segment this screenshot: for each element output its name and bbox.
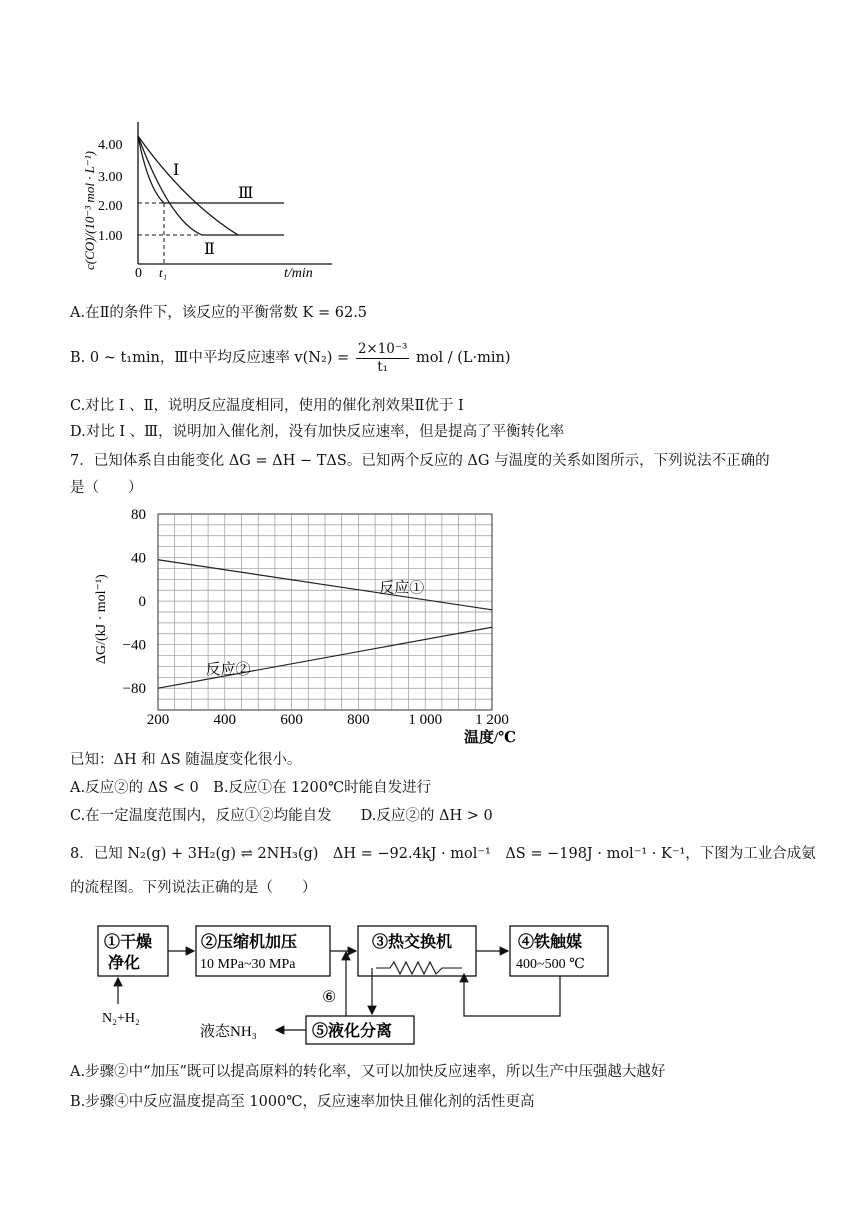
fraction [356, 341, 410, 376]
x-axis-label: t/min [284, 266, 313, 281]
box-compressor-line2: 10 MPa~30 MPa [200, 957, 296, 972]
concentration-graph [70, 112, 350, 286]
q7-note: 已知：ΔH 和 ΔS 随温度变化很小。 [70, 752, 302, 768]
origin-label: 0 [135, 266, 142, 281]
ytick-4: 4.00 [98, 138, 123, 153]
q8-option-b: B.步骤④中反应温度提高至 1000℃，反应速率加快且催化剂的活性更高 [70, 1094, 535, 1110]
y-tick-label: −80 [122, 681, 146, 698]
q7-stem-1: 7．已知体系自由能变化 ΔG = ΔH − TΔS。已知两个反应的 ΔG 与温度的关系如图所示，下列说法不正确的 [70, 453, 770, 469]
ytick-1: 1.00 [98, 229, 123, 244]
q6-option-b-post: mol / (L·min) [416, 350, 511, 366]
arrow-4-return [464, 974, 560, 1016]
box-compressor-line1: ②压缩机加压 [201, 934, 298, 951]
q8-option-a: A.步骤②中“加压”既可以提高原料的转化率，又可以加快反应速率，所以生产中压强越大越好 [70, 1064, 666, 1080]
q6-option-b [70, 340, 511, 376]
x-tick-label: 1 000 [408, 712, 443, 728]
x-tick-label: 600 [280, 712, 303, 728]
q6-option-d: D.对比 Ⅰ 、Ⅲ，说明加入催化剂，没有加快反应速率，但是提高了平衡转化率 [70, 424, 565, 440]
x-tick-label: 400 [213, 712, 237, 728]
curve-II [138, 136, 284, 235]
x-tick-label: 1 200 [475, 712, 509, 728]
step-6-label: ⑥ [322, 989, 337, 1006]
delta-g-chart [70, 502, 540, 750]
q7-stem-2: 是（ ） [70, 480, 143, 496]
box-iron-catalyst-line1: ④铁触媒 [518, 934, 583, 951]
product-label: 液态NH₃ [200, 1024, 257, 1040]
box-dry-line1: ①干燥 [104, 934, 153, 951]
x-axis-label: 温度/℃ [464, 730, 517, 746]
y-tick-label: 0 [138, 594, 146, 611]
q6-option-a: A.在Ⅱ的条件下，该反应的平衡常数 K = 62.5 [70, 305, 368, 321]
t1-label: t₁ [159, 265, 168, 280]
ammonia-flow-diagram [70, 912, 630, 1056]
y-tick-label: 80 [131, 507, 146, 523]
q6-option-c: C.对比 Ⅰ 、Ⅱ，说明反应温度相同，使用的催化剂效果Ⅱ优于 Ⅰ [70, 398, 464, 414]
label-I: Ⅰ [173, 162, 180, 179]
coil [376, 962, 462, 974]
label-III: Ⅲ [238, 185, 254, 202]
ytick-2: 2.00 [98, 199, 123, 214]
label-II: Ⅱ [204, 241, 215, 258]
y-tick-label: 40 [131, 550, 146, 567]
box-iron-catalyst-line2: 400~500 ℃ [516, 957, 585, 972]
series-label-1: 反应① [379, 580, 425, 597]
box-dry-line2: 净化 [108, 955, 141, 972]
x-tick-label: 200 [146, 712, 170, 728]
curve-III [138, 136, 284, 203]
q6-option-b-pre: B. 0 ~ t₁min，Ⅲ中平均反应速率 v(N₂) = [70, 350, 350, 366]
q8-stem-1: 8．已知 N₂(g) + 3H₂(g) ⇌ 2NH₃(g) ΔH = −92.4kJ · mol⁻¹ ΔS = −198J · mol⁻¹ · K⁻¹，下图为工业合成氨 [70, 846, 816, 862]
feed-label: N₂+H₂ [102, 1011, 140, 1026]
q7-options-cd: C.在一定温度范围内，反应①②均能自发 D.反应②的 ΔH > 0 [70, 808, 493, 824]
y-axis-label: c(CO)/(10⁻³ mol · L⁻¹) [82, 150, 97, 270]
y-axis-label: ΔG/(kJ · mol⁻¹) [94, 574, 109, 664]
fraction-denominator: t₁ [377, 358, 389, 375]
fraction-numerator: 2×10⁻³ [357, 340, 408, 357]
box-liquefaction-label: ⑤液化分离 [312, 1023, 393, 1040]
q7-options-ab: A.反应②的 ΔS < 0 B.反应①在 1200℃时能自发进行 [70, 780, 432, 796]
ytick-3: 3.00 [98, 170, 123, 185]
y-tick-label: −40 [122, 637, 146, 654]
x-tick-label: 800 [347, 712, 370, 728]
q8-stem-2: 的流程图。下列说法正确的是（ ） [70, 880, 317, 896]
box-heat-exchanger-label: ③热交换机 [372, 934, 453, 951]
series-label-2: 反应② [205, 662, 251, 679]
